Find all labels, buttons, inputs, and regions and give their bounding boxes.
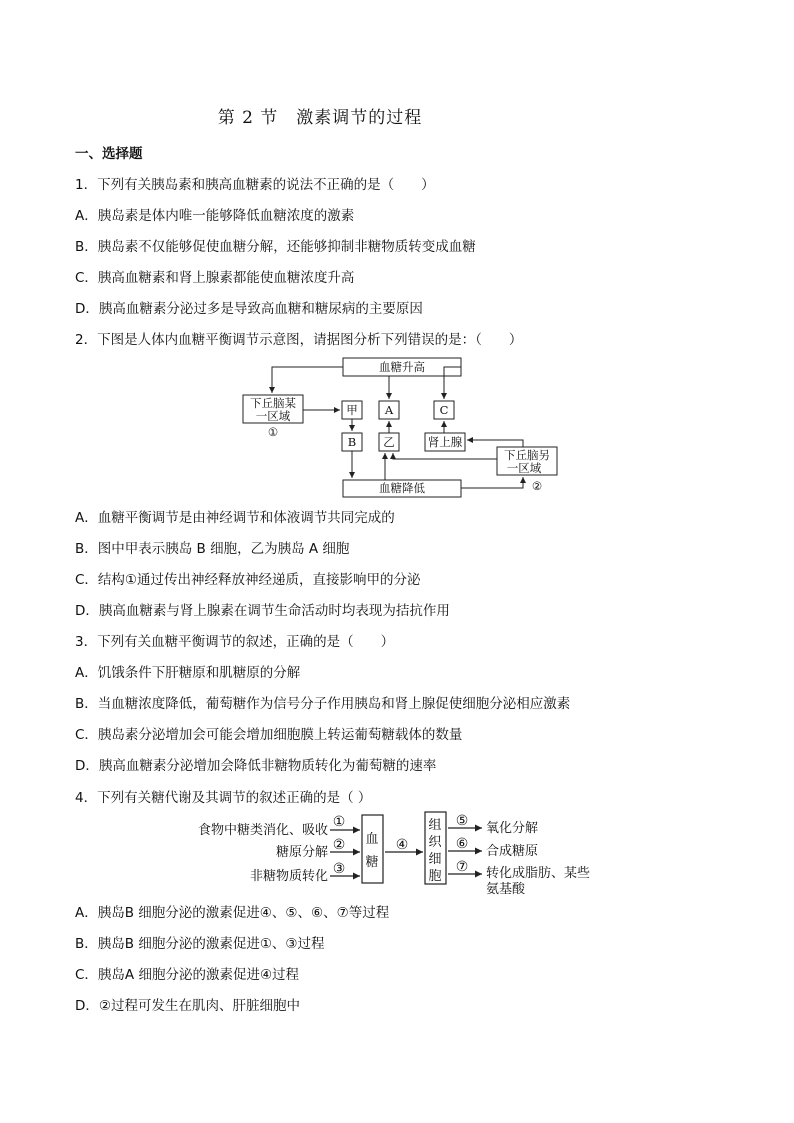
tissue-char-2: 织 (428, 835, 442, 850)
output-3-label-line1: 转化成脂肪、某些 (486, 866, 591, 881)
hypothalamus-area-1-line2: 一区域 (255, 409, 291, 423)
blood-sugar-low-label: 血糖降低 (379, 481, 425, 495)
question-1-option-a: A．胰岛素是体内唯一能够降低血糖浓度的激素 (75, 208, 355, 224)
output-2-label: 合成糖原 (486, 844, 539, 859)
structure-2-marker: ② (531, 479, 543, 493)
question-3-option-c: C．胰岛素分泌增加会可能会增加细胞膜上转运葡萄糖载体的数量 (75, 727, 463, 743)
hypothalamus-area-1-line1: 下丘脑某 (250, 396, 296, 410)
question-3-option-b: B．当血糖浓度降低，葡萄糖作为信号分子作用胰岛和肾上腺促使细胞分泌相应激素 (75, 696, 571, 712)
question-4-option-c: C．胰岛A 细胞分泌的激素促进④过程 (75, 967, 300, 983)
hypothalamus-area-2-line2: 一区域 (506, 461, 542, 475)
question-4-stem: 4．下列有关糖代谢及其调节的叙述正确的是（ ） (75, 790, 372, 806)
question-4-option-d: D．②过程可发生在肌肉、肝脏细胞中 (75, 998, 300, 1014)
input-1-label: 食物中糖类消化、吸收 (197, 823, 328, 838)
question-2-stem: 2．下图是人体内血糖平衡调节示意图，请据图分析下列错误的是：（ ） (75, 332, 523, 348)
question-2-option-d: D．胰高血糖素与肾上腺素在调节生命活动时均表现为拮抗作用 (75, 603, 450, 619)
question-3-option-a: A．饥饿条件下肝糖原和肌糖原的分解 (75, 665, 301, 681)
question-1-option-b: B．胰岛素不仅能够促使血糖分解，还能够抑制非糖物质转变成血糖 (75, 239, 476, 255)
blood-sugar-char-2: 糖 (365, 855, 379, 870)
hypothalamus-area-2-line1: 下丘脑另 (504, 448, 550, 462)
question-4-option-a: A．胰岛B 细胞分泌的激素促进④、⑤、⑥、⑦等过程 (75, 905, 390, 921)
structure-1-marker: ① (267, 425, 279, 439)
process-7-marker: ⑦ (455, 859, 469, 875)
input-3-label: 非糖物质转化 (249, 869, 328, 884)
question-3-stem: 3．下列有关血糖平衡调节的叙述，正确的是（ ） (75, 634, 395, 650)
page-title: 第 2 节 激素调节的过程 (217, 108, 423, 128)
output-1-label: 氧化分解 (486, 821, 539, 836)
tissue-char-1: 组 (428, 818, 442, 833)
section-heading: 一、选择题 (75, 146, 143, 162)
yi-label: 乙 (383, 435, 395, 449)
question-4-option-b: B．胰岛B 细胞分泌的激素促进①、③过程 (75, 936, 325, 952)
blood-sugar-char-1: 血 (365, 832, 379, 847)
jia-label: 甲 (346, 403, 358, 417)
c-label: C (439, 403, 449, 417)
question-2-option-c: C．结构①通过传出神经释放神经递质，直接影响甲的分泌 (75, 572, 421, 588)
tissue-char-3: 细 (428, 852, 442, 867)
process-2-marker: ② (332, 837, 346, 853)
question-2-option-a: A．血糖平衡调节是由神经调节和体液调节共同完成的 (75, 510, 395, 526)
question-1-option-d: D．胰高血糖素分泌过多是导致高血糖和糖尿病的主要原因 (75, 301, 423, 317)
process-1-marker: ① (332, 814, 346, 830)
question-3-option-d: D．胰高血糖素分泌增加会降低非糖物质转化为葡萄糖的速率 (75, 758, 437, 774)
process-3-marker: ③ (332, 861, 346, 877)
process-5-marker: ⑤ (455, 813, 469, 829)
question-1-option-c: C．胰高血糖素和肾上腺素都能使血糖浓度升高 (75, 270, 355, 286)
question-1-stem: 1．下列有关胰岛素和胰高血糖素的说法不正确的是（ ） (75, 177, 435, 193)
a-label: A (384, 403, 394, 417)
tissue-char-4: 胞 (428, 869, 442, 884)
input-2-label: 糖原分解 (275, 845, 328, 860)
question-2-option-b: B．图中甲表示胰岛 B 细胞，乙为胰岛 A 细胞 (75, 541, 350, 557)
output-3-label-line2: 氨基酸 (486, 882, 526, 897)
b-label: B (347, 435, 357, 449)
process-6-marker: ⑥ (455, 836, 469, 852)
blood-sugar-box (362, 815, 383, 883)
process-4-marker: ④ (395, 837, 409, 853)
blood-sugar-high-label: 血糖升高 (379, 360, 425, 374)
adrenal-label: 肾上腺 (427, 435, 463, 449)
